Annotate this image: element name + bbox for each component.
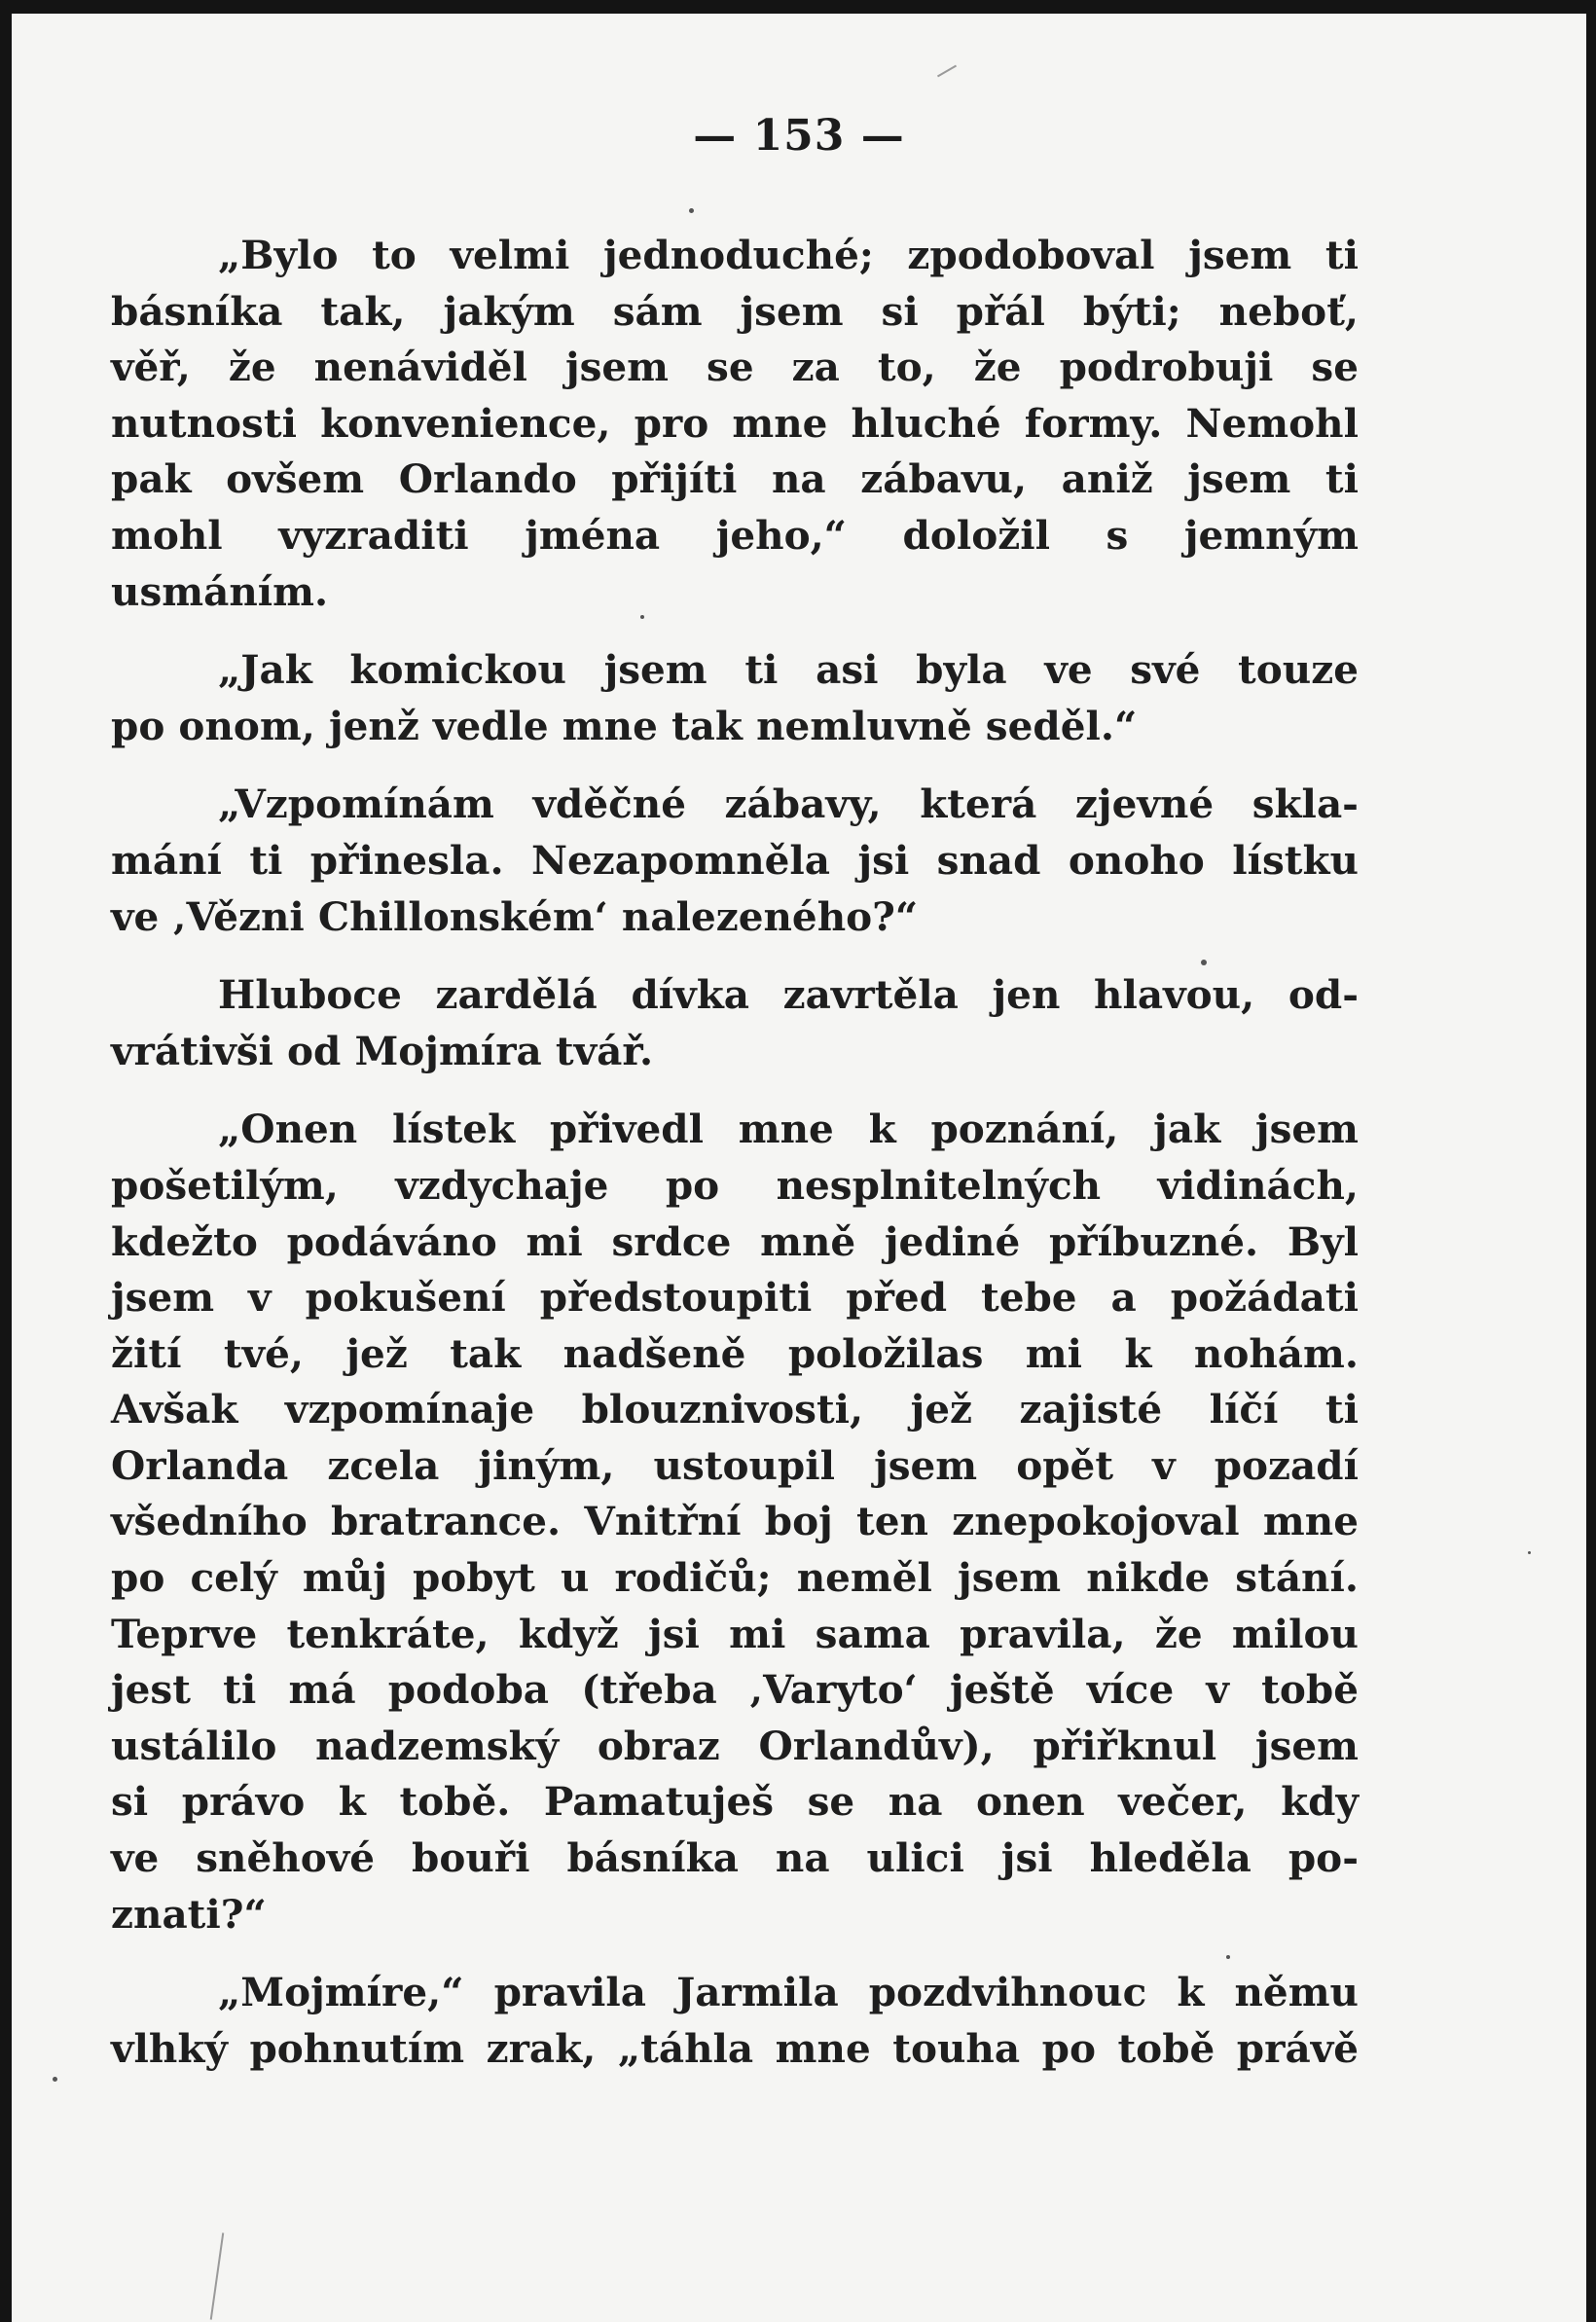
scan-speck (1226, 1955, 1230, 1959)
paragraph-6 (111, 1965, 1359, 2077)
scan-speck (1201, 960, 1207, 965)
text-line: žití tvé, jež tak nadšeně položilas mi k nohám. (111, 1329, 1359, 1377)
text-line: ve ‚Vězni Chillonském‘ nalezeného?“ (111, 892, 919, 940)
text-line: mání ti přinesla. Nezapomněla jsi snad onoho lístku (111, 836, 1359, 884)
paragraph-2 (111, 642, 1359, 754)
text-line: „Onen lístek přivedl mne k poznání, jak jsem (218, 1106, 1359, 1153)
text-line: usmáním. (111, 567, 329, 615)
paragraph-3 (111, 777, 1359, 945)
text-line: „Mojmíre,“ pravila Jarmila pozdvihnouc k němu (218, 1969, 1359, 2016)
text-line: „Jak komickou jsem ti asi byla ve své touze (218, 646, 1359, 694)
scan-scratch (210, 2232, 225, 2319)
text-line: ve sněhové bouři básníka na ulici jsi hleděla po- (111, 1834, 1359, 1882)
text-line: kdežto podáváno mi srdce mně jediné příbuzné. Byl (111, 1217, 1359, 1265)
scan-speck (689, 208, 694, 213)
text-line: Avšak vzpomínaje blouznivosti, jež zajisté líčí ti (111, 1386, 1359, 1433)
text-line: básníka tak, jakým sám jsem si přál býti; neboť, (111, 287, 1359, 335)
text-line: Orlanda zcela jiným, ustoupil jsem opět v pozadí (111, 1441, 1359, 1489)
page-number-header: — 153 — (693, 111, 905, 161)
text-line: „Bylo to velmi jednoduché; zpodoboval jsem ti (218, 232, 1359, 278)
text-line: jsem v pokušení předstoupiti před tebe a požádati (111, 1274, 1359, 1322)
text-line: mohl vyzraditi jména jeho,“ doložil s jemným (111, 511, 1359, 559)
text-line: Teprve tenkráte, když jsi mi sama pravila, že milou (111, 1610, 1359, 1657)
body-text (111, 228, 1359, 2099)
text-line: pak ovšem Orlando přijíti na zábavu, aniž jsem ti (111, 455, 1359, 503)
text-line: jest ti má podoba (třeba ‚Varyto‘ ještě více v tobě (111, 1666, 1359, 1714)
text-line: všedního bratrance. Vnitřní boj ten znepokojoval mne (111, 1498, 1359, 1545)
text-line: znati?“ (111, 1890, 267, 1938)
text-line: po onom, jenž vedle mne tak nemluvně seděl.“ (111, 702, 1138, 749)
text-line: nutnosti konvenience, pro mne hluché formy. Nemohl (111, 399, 1359, 447)
text-line: vrátivši od Mojmíra tvář. (111, 1027, 654, 1074)
text-line: pošetilým, vzdychaje po nesplnitelných vidinách, (111, 1161, 1359, 1209)
text-line: „Vzpomínám vděčné zábavy, která zjevné skla- (218, 780, 1359, 828)
scan-speck (1528, 1551, 1531, 1554)
scan-speck (640, 615, 644, 619)
text-line: po celý můj pobyt u rodičů; neměl jsem nikde stání. (111, 1554, 1359, 1602)
paragraph-5 (111, 1102, 1359, 1942)
text-line: si právo k tobě. Pamatuješ se na onen večer, kdy (111, 1778, 1359, 1826)
paragraph-1 (111, 228, 1359, 620)
text-line: ustálilo nadzemský obraz Orlandův), přiřknul jsem (111, 1722, 1359, 1769)
paragraph-4 (111, 967, 1359, 1079)
text-line: Hluboce zardělá dívka zavrtěla jen hlavou, od- (218, 971, 1359, 1019)
text-line: věř, že nenáviděl jsem se za to, že podrobuji se (111, 344, 1359, 391)
scan-scratch (937, 65, 957, 78)
text-line: vlhký pohnutím zrak, „táhla mne touha po tobě právě (111, 2024, 1359, 2072)
scan-speck (53, 2077, 57, 2082)
